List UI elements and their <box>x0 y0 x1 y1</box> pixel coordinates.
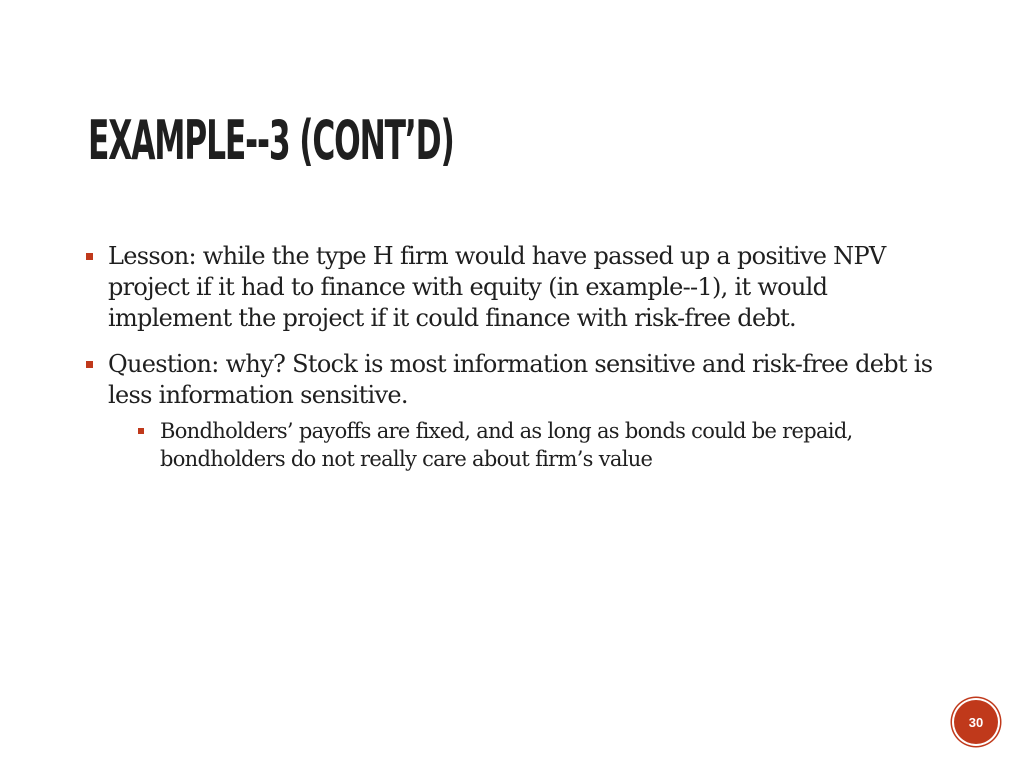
slide-number-badge <box>954 700 998 744</box>
sub-bullet-square-icon <box>138 428 144 434</box>
bullet-square-icon <box>86 253 93 260</box>
slide-body <box>86 241 956 473</box>
sub-bullet-bondholders <box>138 417 956 473</box>
bullet-question <box>86 349 956 473</box>
sub-bullet-text: Bondholders’ payoffs are fixed, and as long as bonds could be repaid, bondholders do not really care about firm’s value <box>160 419 853 471</box>
slide-number: 30 <box>968 714 984 730</box>
bullet-lesson <box>86 241 956 334</box>
bullet-square-icon <box>86 361 93 368</box>
slide-title: EXAMPLE--3 (CONT’D) <box>88 109 454 172</box>
bullet-text: Question: why? Stock is most information sensitive and risk-free debt is less information sensitive. <box>108 350 933 409</box>
bullet-text: Lesson: while the type H firm would have passed up a positive NPV project if it had to finance with equity (in example--1), it would implement the project if it could finance with risk-free debt. <box>108 242 886 332</box>
